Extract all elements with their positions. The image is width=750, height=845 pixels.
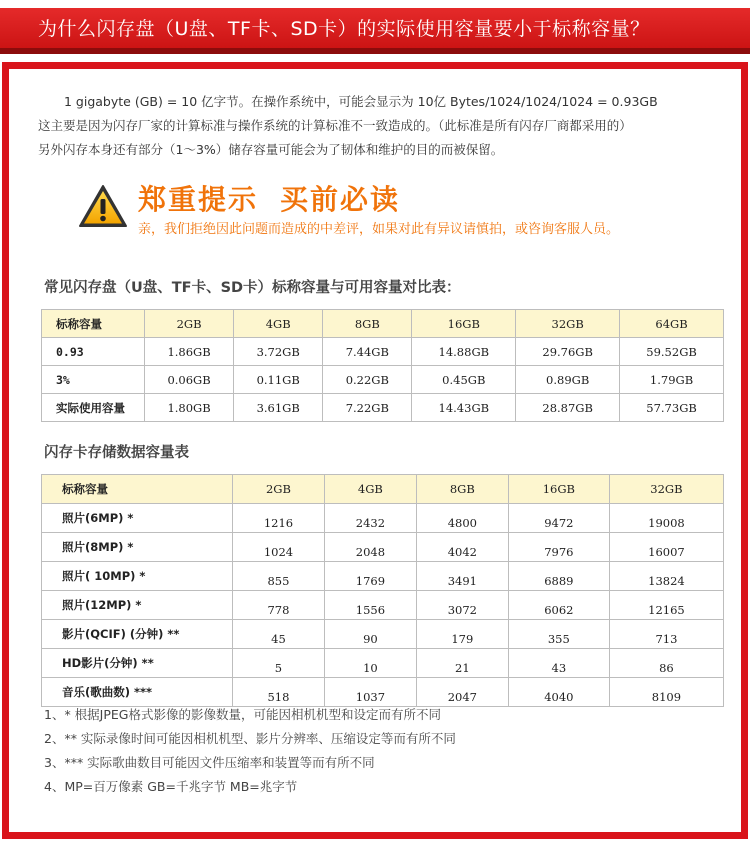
table-header-cell: 16GB [508, 475, 609, 504]
table-row [42, 649, 724, 678]
table-cell: 6889 [508, 562, 609, 591]
warning-title [138, 178, 400, 218]
table-header-cell: 8GB [416, 475, 508, 504]
table-cell: 4042 [416, 533, 508, 562]
table-cell: 0.45GB [412, 366, 516, 394]
table-cell: 90 [324, 620, 416, 649]
footnote-1: 1、* 根据JPEG格式影像的影像数量，可能因相机机型和设定而有所不同 [44, 707, 441, 722]
table-row [42, 591, 724, 620]
banner-title: 为什么闪存盘（U盘、TF卡、SD卡）的实际使用容量要小于标称容量？ [38, 18, 650, 40]
table-row-label: 照片( 10MP) * [42, 562, 233, 591]
table-cell: 3072 [416, 591, 508, 620]
table-cell: 14.88GB [412, 338, 516, 366]
table-cell: 855 [233, 562, 325, 591]
table-cell: 518 [233, 678, 325, 707]
footnotes [44, 703, 456, 799]
table-cell: 6062 [508, 591, 609, 620]
table-cell: 3.61GB [234, 394, 323, 422]
table-cell: 0.06GB [145, 366, 234, 394]
table-cell: 86 [609, 649, 723, 678]
table-row-label: 音乐(歌曲数) *** [42, 678, 233, 707]
table-cell: 0.22GB [323, 366, 412, 394]
table-cell: 7976 [508, 533, 609, 562]
table-cell: 1556 [324, 591, 416, 620]
table-cell: 16007 [609, 533, 723, 562]
table-cell: 10 [324, 649, 416, 678]
table-header-cell: 32GB [516, 310, 620, 338]
table-header-cell: 8GB [323, 310, 412, 338]
warning-title-part-1: 郑重提示 [138, 183, 259, 216]
table-cell: 4040 [508, 678, 609, 707]
table-row-label: 照片(12MP) * [42, 591, 233, 620]
table-cell: 1024 [233, 533, 325, 562]
footnote-3: 3、*** 实际歌曲数目可能因文件压缩率和装置等而有所不同 [44, 755, 375, 770]
table-cell: 2047 [416, 678, 508, 707]
table-cell: 43 [508, 649, 609, 678]
footnote-4: 4、MP=百万像素 GB=千兆字节 MB=兆字节 [44, 779, 298, 794]
table2-title: 闪存卡存储数据容量表 [44, 445, 189, 461]
table-cell: 713 [609, 620, 723, 649]
table-header-cell: 4GB [324, 475, 416, 504]
table-cell: 57.73GB [620, 394, 724, 422]
table-cell: 2048 [324, 533, 416, 562]
table-cell: 0.11GB [234, 366, 323, 394]
footnote-2: 2、** 实际录像时间可能因相机机型、影片分辨率、压缩设定等而有所不同 [44, 731, 456, 746]
table-header-cell: 4GB [234, 310, 323, 338]
table-cell: 59.52GB [620, 338, 724, 366]
table-cell: 19008 [609, 504, 723, 533]
table-row-label: 实际使用容量 [42, 394, 145, 422]
table-cell: 14.43GB [412, 394, 516, 422]
table-header-cell: 标称容量 [42, 310, 145, 338]
intro-line-3: 另外闪存本身还有部分（1～3%）储存容量可能会为了韧体和维护的目的而被保留。 [38, 142, 504, 157]
warning-triangle-icon [78, 184, 128, 228]
table-cell: 355 [508, 620, 609, 649]
table-cell: 179 [416, 620, 508, 649]
table-row [42, 394, 724, 422]
capacity-comparison-table [41, 309, 724, 422]
table-cell: 45 [233, 620, 325, 649]
table-cell: 1216 [233, 504, 325, 533]
table-row [42, 562, 724, 591]
table-row-label: 0.93 [42, 338, 145, 366]
table-row [42, 504, 724, 533]
table-row [42, 533, 724, 562]
table-cell: 1.80GB [145, 394, 234, 422]
table-cell: 12165 [609, 591, 723, 620]
table-cell: 5 [233, 649, 325, 678]
intro-text [38, 90, 658, 162]
table-cell: 7.44GB [323, 338, 412, 366]
table-cell: 1.79GB [620, 366, 724, 394]
table-cell: 4800 [416, 504, 508, 533]
table-cell: 9472 [508, 504, 609, 533]
table-row-label: 影片(QCIF) (分钟) ** [42, 620, 233, 649]
table-header-cell: 32GB [609, 475, 723, 504]
table-cell: 28.87GB [516, 394, 620, 422]
intro-line-2: 这主要是因为闪存厂家的计算标准与操作系统的计算标准不一致造成的。（此标准是所有闪存厂商都采用的） [38, 118, 632, 133]
table-row-label: 3% [42, 366, 145, 394]
table-cell: 2432 [324, 504, 416, 533]
header-banner [0, 0, 750, 60]
table-row [42, 338, 724, 366]
table-header-cell: 标称容量 [42, 475, 233, 504]
table-cell: 3491 [416, 562, 508, 591]
table-cell: 7.22GB [323, 394, 412, 422]
table-row-label: 照片(6MP) * [42, 504, 233, 533]
storage-capacity-table [41, 474, 724, 707]
table-cell: 1037 [324, 678, 416, 707]
warning-subtitle: 亲，我们拒绝因此问题而造成的中差评，如果对此有异议请慎拍，或咨询客服人员。 [138, 222, 620, 237]
table-row-label: HD影片(分钟) ** [42, 649, 233, 678]
banner-shadow [0, 48, 750, 54]
table-header-cell: 2GB [233, 475, 325, 504]
table-cell: 8109 [609, 678, 723, 707]
table-cell: 778 [233, 591, 325, 620]
table-cell: 29.76GB [516, 338, 620, 366]
table-header-row [42, 310, 724, 338]
table1-title: 常见闪存盘（U盘、TF卡、SD卡）标称容量与可用容量对比表： [44, 280, 461, 296]
table-cell: 1769 [324, 562, 416, 591]
table-cell: 21 [416, 649, 508, 678]
warning-title-part-2: 买前必读 [280, 183, 401, 216]
table-row [42, 366, 724, 394]
table-cell: 13824 [609, 562, 723, 591]
table-row [42, 620, 724, 649]
table-row-label: 照片(8MP) * [42, 533, 233, 562]
table-cell: 3.72GB [234, 338, 323, 366]
table-header-cell: 64GB [620, 310, 724, 338]
intro-line-1: 1 gigabyte (GB) = 10 亿字节。在操作系统中，可能会显示为 10亿 Bytes/1024/1024/1024 = 0.93GB [64, 94, 658, 109]
table-cell: 1.86GB [145, 338, 234, 366]
table-header-cell: 2GB [145, 310, 234, 338]
table-cell: 0.89GB [516, 366, 620, 394]
table-header-cell: 16GB [412, 310, 516, 338]
table-header-row [42, 475, 724, 504]
